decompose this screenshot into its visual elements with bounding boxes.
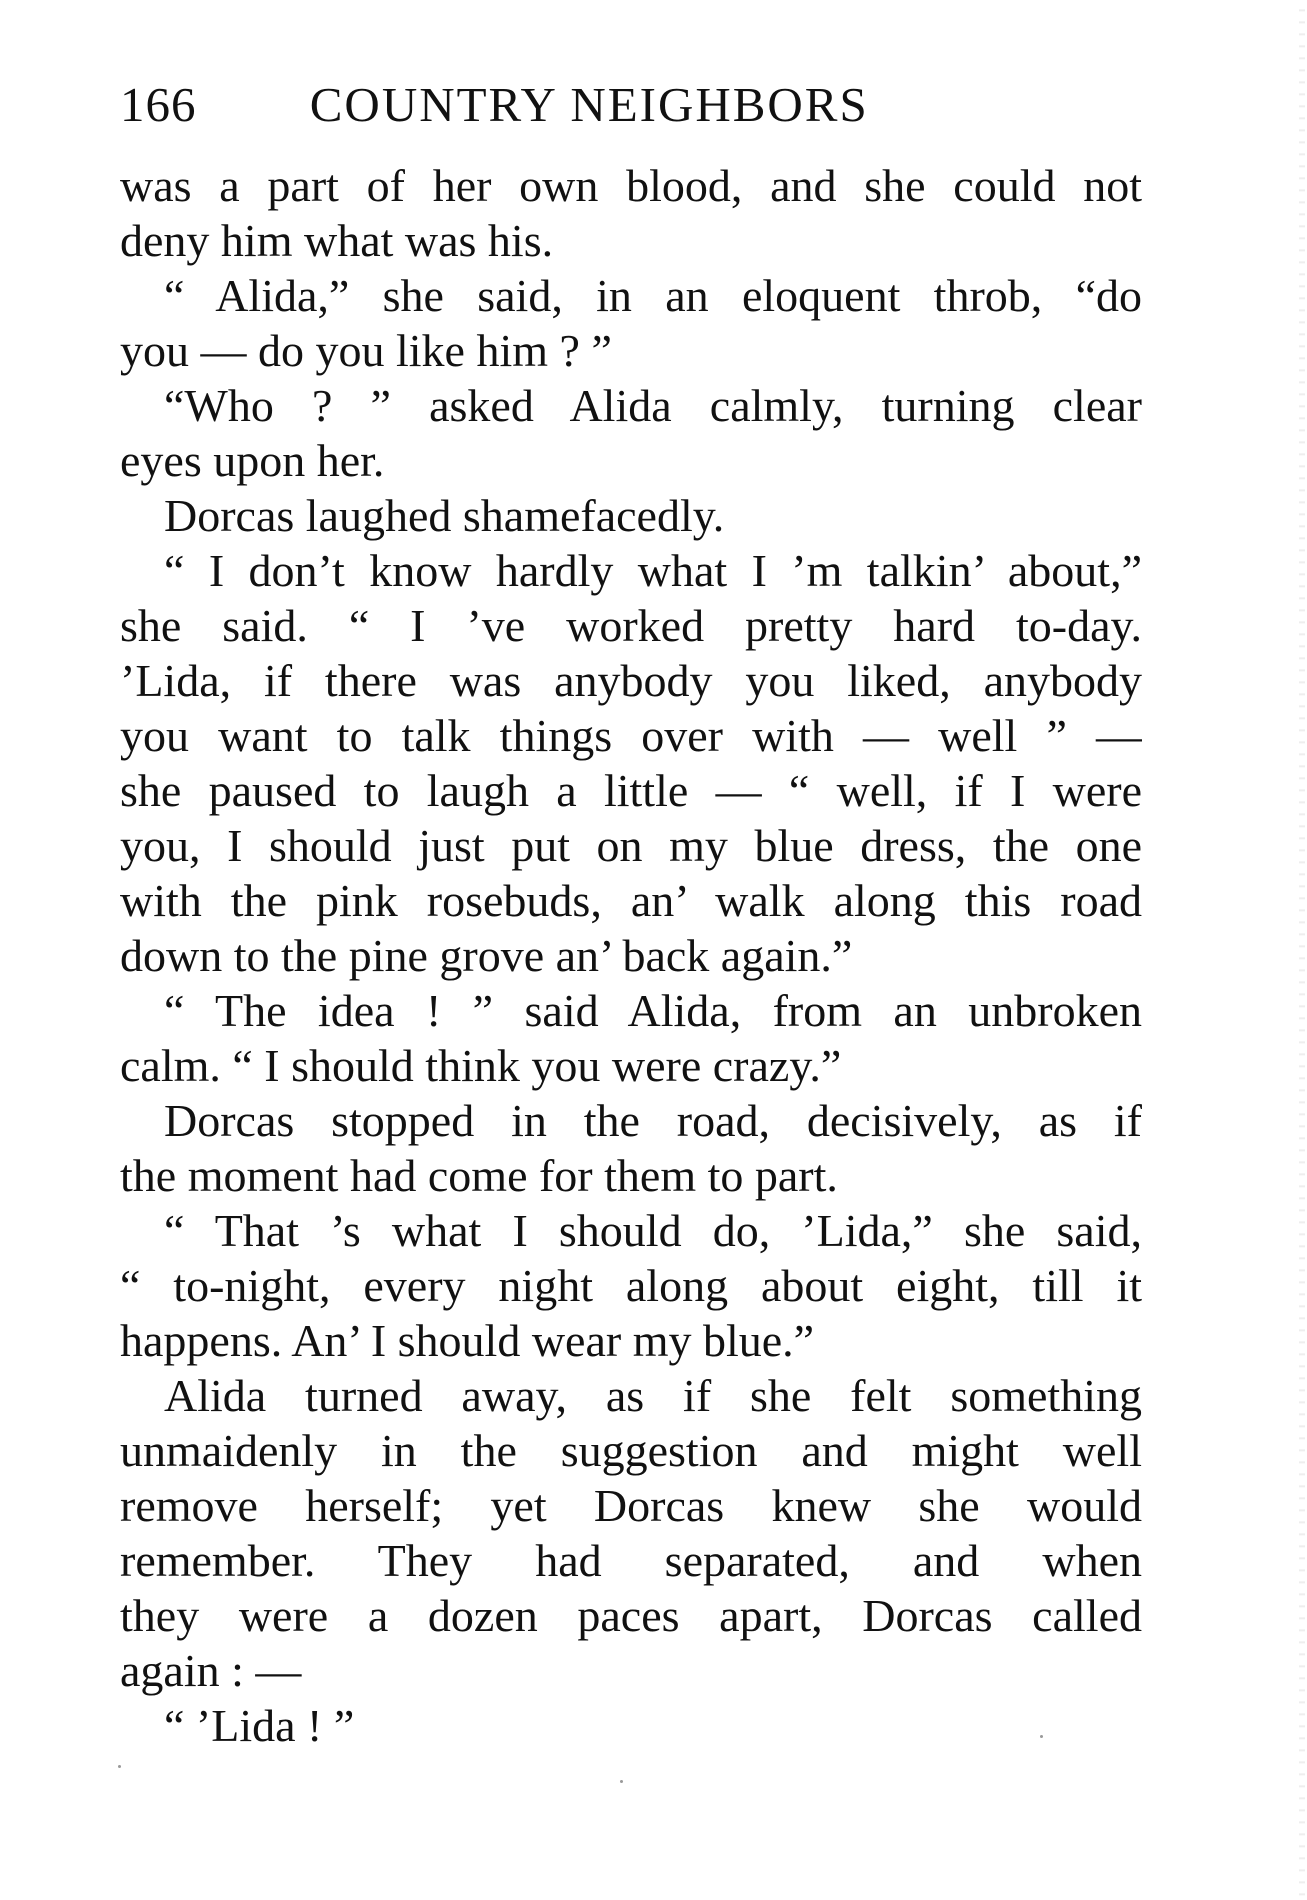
text-line: “ to-night, every night along about eight, till it xyxy=(120,1260,1142,1311)
text-line: “ Alida,” she said, in an eloquent throb, “do xyxy=(164,270,1142,321)
text-line: down to the pine grove an’ back again.” xyxy=(120,930,853,981)
scan-edge-artifact xyxy=(1299,0,1305,1900)
scan-speck xyxy=(118,1765,121,1768)
text-line: the moment had come for them to part. xyxy=(120,1150,838,1201)
text-line: again : — xyxy=(120,1645,302,1696)
text-line: happens. An’ I should wear my blue.” xyxy=(120,1315,815,1366)
body-text xyxy=(120,158,1142,1753)
text-line: with the pink rosebuds, an’ walk along this road xyxy=(120,875,1142,926)
text-line: unmaidenly in the suggestion and might well xyxy=(120,1425,1142,1476)
text-line: eyes upon her. xyxy=(120,435,385,486)
text-line: deny him what was his. xyxy=(120,215,554,266)
text-line: calm. “ I should think you were crazy.” xyxy=(120,1040,842,1091)
page-header xyxy=(120,70,1140,140)
text-line: Alida turned away, as if she felt something xyxy=(164,1370,1142,1421)
text-line: “ The idea ! ” said Alida, from an unbroken xyxy=(164,985,1142,1036)
page-number: 166 xyxy=(120,77,197,132)
text-line: “ ’Lida ! ” xyxy=(164,1700,355,1751)
text-line: you — do you like him ? ” xyxy=(120,325,612,376)
text-line: “ That ’s what I should do, ’Lida,” she said, xyxy=(164,1205,1142,1256)
text-line: she said. “ I ’ve worked pretty hard to-day. xyxy=(120,600,1142,651)
text-line: Dorcas stopped in the road, decisively, as if xyxy=(164,1095,1142,1146)
text-line: she paused to laugh a little — “ well, if I were xyxy=(120,765,1142,816)
text-line: remember. They had separated, and when xyxy=(120,1535,1142,1586)
text-line: “ I don’t know hardly what I ’m talkin’ about,” xyxy=(164,545,1142,596)
text-line: ’Lida, if there was anybody you liked, anybody xyxy=(120,655,1142,706)
text-line: “Who ? ” asked Alida calmly, turning clear xyxy=(164,380,1142,431)
scan-speck xyxy=(620,1780,623,1783)
running-title: COUNTRY NEIGHBORS xyxy=(309,77,869,132)
text-line: they were a dozen paces apart, Dorcas called xyxy=(120,1590,1142,1641)
text-line: was a part of her own blood, and she could not xyxy=(120,160,1142,211)
text-line: Dorcas laughed shamefacedly. xyxy=(164,490,725,541)
scan-speck xyxy=(1040,1735,1043,1738)
text-line: remove herself; yet Dorcas knew she would xyxy=(120,1480,1142,1531)
text-line: you, I should just put on my blue dress, the one xyxy=(120,820,1142,871)
text-line: you want to talk things over with — well ” — xyxy=(120,710,1142,761)
